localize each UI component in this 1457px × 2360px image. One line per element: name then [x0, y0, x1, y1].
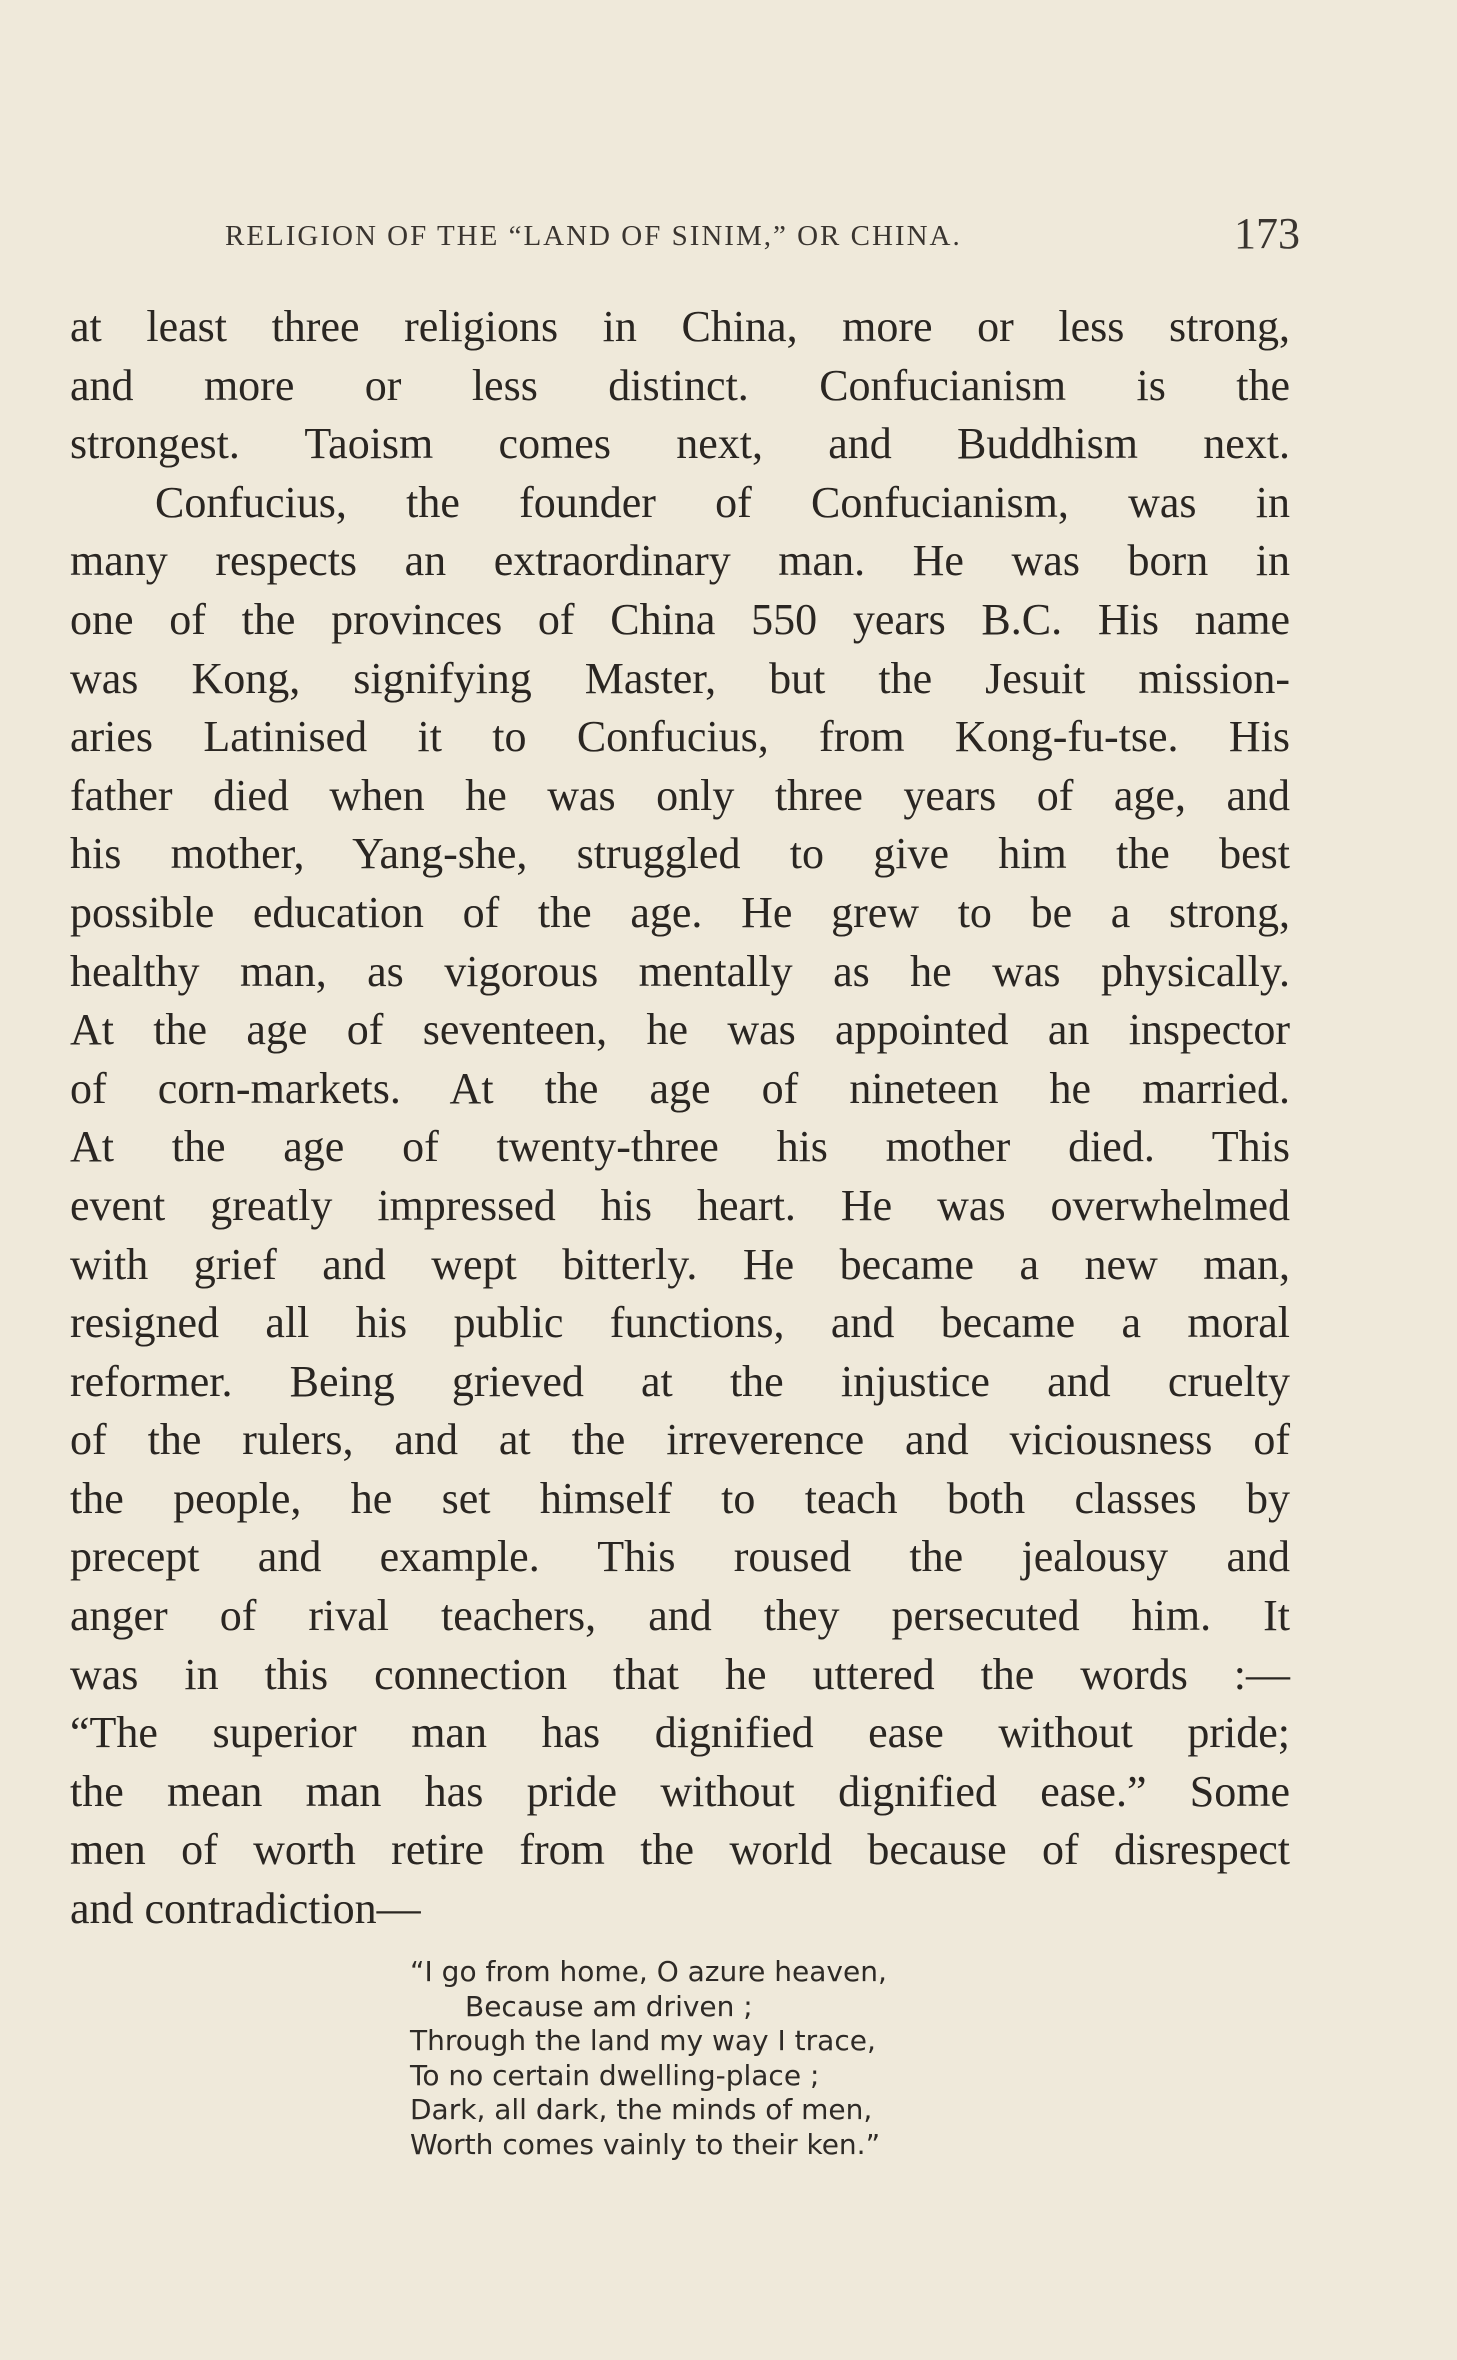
text-line: reformer. Being grieved at the injustice and cruelty — [70, 1356, 1290, 1406]
text-line: healthy man, as vigorous mentally as he was physically. — [70, 946, 1290, 996]
verse-line: Worth comes vainly to their ken.” — [410, 2127, 881, 2161]
text-line: “The superior man has dignified ease without pride; — [70, 1708, 1290, 1758]
body-text — [70, 298, 1290, 1939]
text-line: and contradiction— — [70, 1884, 421, 1934]
text-line: event greatly impressed his heart. He was overwhelmed — [70, 1180, 1290, 1230]
verse-line: To no certain dwelling-place ; — [410, 2058, 820, 2092]
text-line: was Kong, signifying Master, but the Jesuit mission- — [70, 653, 1290, 703]
text-line: possible education of the age. He grew to be a strong, — [70, 887, 1290, 937]
text-line: At the age of seventeen, he was appointed an inspector — [70, 1005, 1290, 1055]
verse-line: Because am driven ; — [465, 1989, 753, 2023]
text-line: aries Latinised it to Confucius, from Kong-fu-tse. His — [70, 712, 1290, 762]
text-line: of the rulers, and at the irreverence and viciousness of — [70, 1415, 1290, 1465]
page-number: 173 — [1234, 209, 1300, 258]
text-line: many respects an extraordinary man. He was born in — [70, 536, 1290, 586]
text-line: with grief and wept bitterly. He became a new man, — [70, 1239, 1290, 1289]
text-line: resigned all his public functions, and became a moral — [70, 1298, 1290, 1348]
text-line: anger of rival teachers, and they persecuted him. It — [70, 1591, 1290, 1641]
text-line: and more or less distinct. Confucianism is the — [70, 360, 1290, 410]
text-line: father died when he was only three years of age, and — [70, 770, 1290, 820]
text-line: Confucius, the founder of Confucianism, was in — [155, 477, 1290, 527]
text-line: of corn-markets. At the age of nineteen he married. — [70, 1063, 1290, 1113]
text-line: was in this connection that he uttered the words :— — [70, 1649, 1290, 1699]
text-line: one of the provinces of China 550 years B.C. His name — [70, 594, 1290, 644]
text-line: strongest. Taoism comes next, and Buddhism next. — [70, 419, 1290, 469]
text-line: the people, he set himself to teach both classes by — [70, 1473, 1290, 1523]
text-line: precept and example. This roused the jealousy and — [70, 1532, 1290, 1582]
text-line: At the age of twenty-three his mother died. This — [70, 1122, 1290, 1172]
text-line: his mother, Yang-she, struggled to give him the best — [70, 829, 1290, 879]
text-line: the mean man has pride without dignified ease.” Some — [70, 1766, 1290, 1816]
running-title: RELIGION OF THE “LAND OF SINIM,” OR CHINA. — [225, 220, 962, 252]
verse-line: Dark, all dark, the minds of men, — [410, 2093, 873, 2127]
text-line: at least three religions in China, more or less strong, — [70, 302, 1290, 351]
verse-quotation — [410, 1955, 887, 2163]
verse-line: Through the land my way I trace, — [410, 2024, 876, 2058]
text-line: men of worth retire from the world because of disrespect — [70, 1825, 1290, 1875]
verse-line: “I go from home, O azure heaven, — [410, 1955, 887, 1988]
